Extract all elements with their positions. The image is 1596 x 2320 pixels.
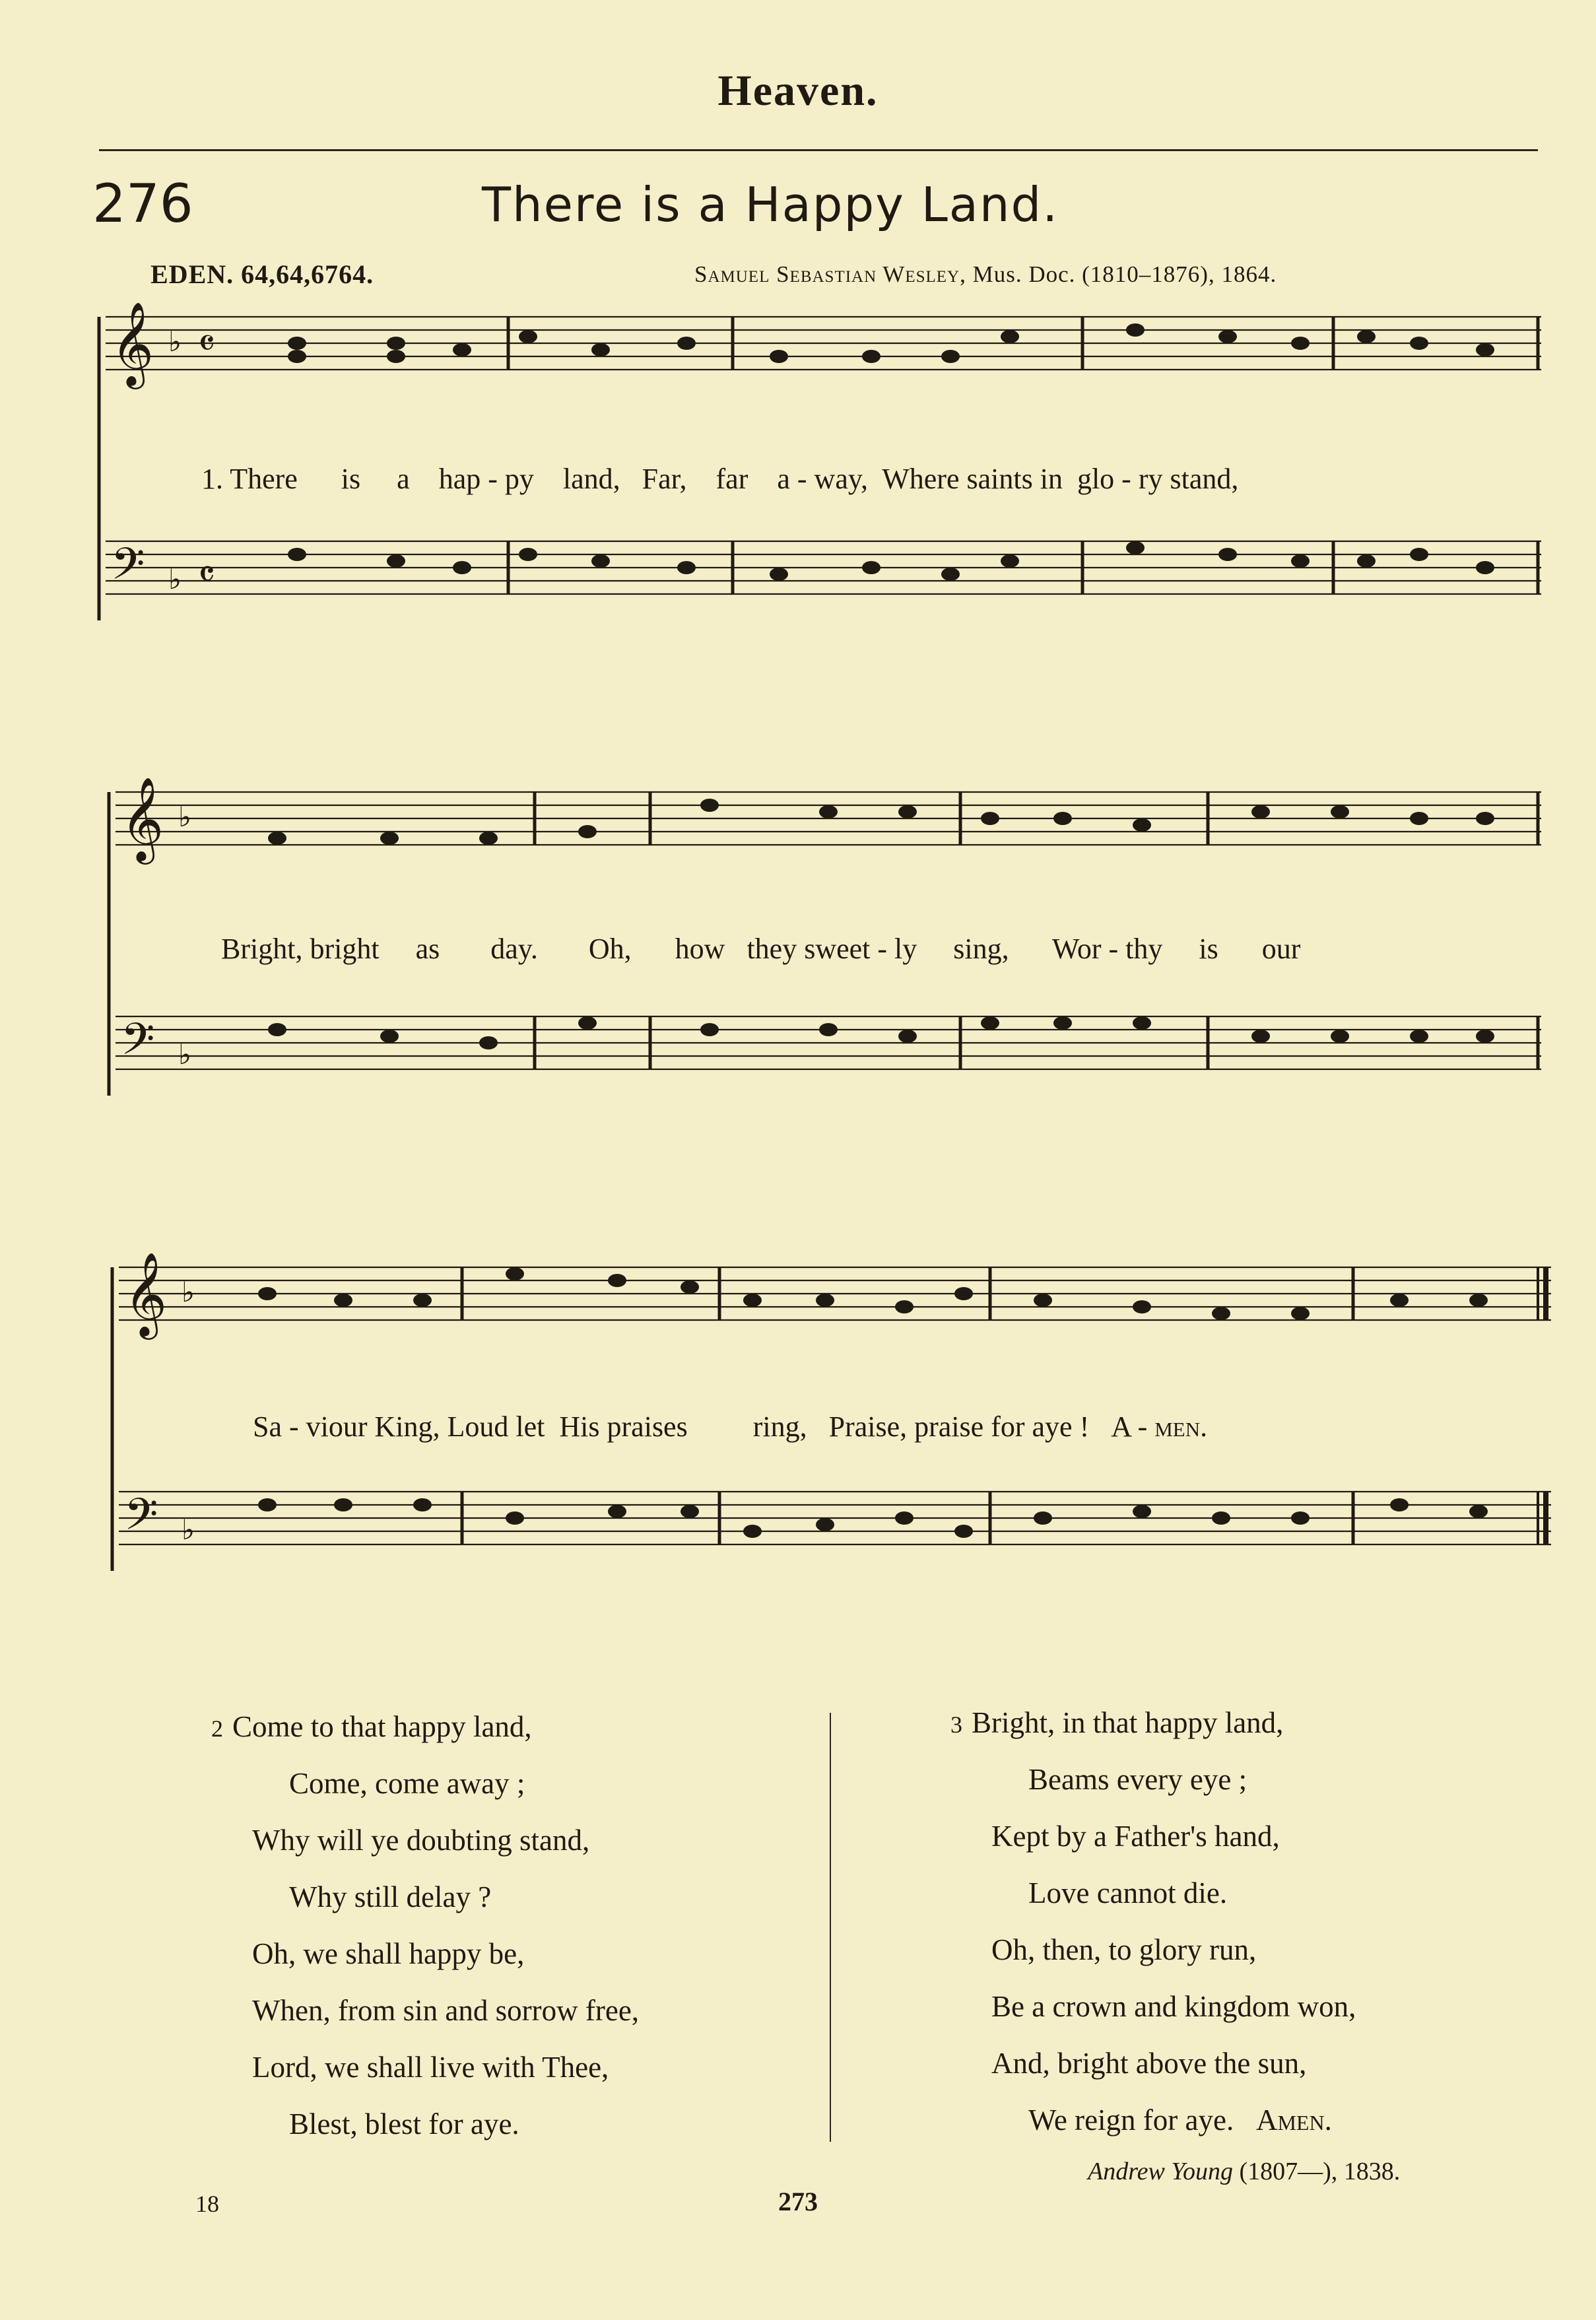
tune-line — [150, 259, 374, 290]
composer-line — [694, 261, 1277, 288]
composer-details: Mus. Doc. (1810–1876), 1864. — [972, 261, 1277, 287]
lyrics-line-2 — [221, 932, 1541, 966]
lyric-syllable: is — [1199, 933, 1218, 965]
svg-text:𝄞: 𝄞 — [111, 301, 154, 385]
lyric-syllable: Far, — [642, 463, 687, 495]
svg-text:𝄴: 𝄴 — [198, 552, 215, 597]
lyric-syllable: for — [991, 1410, 1025, 1443]
lyric-syllable: our — [1261, 933, 1301, 965]
lyric-syllable: land, — [562, 463, 620, 495]
tune-name: EDEN. — [150, 259, 234, 289]
svg-text:𝄢: 𝄢 — [121, 1014, 155, 1075]
verse-line: And, bright above the sun, — [991, 2047, 1307, 2080]
verse-line: We reign for aye. Amen. — [1028, 2104, 1332, 2137]
svg-text:♭: ♭ — [178, 1038, 191, 1071]
verse-number: 2 — [211, 1715, 223, 1742]
verse-line: Be a crown and kingdom won, — [991, 1990, 1356, 2023]
verse-line: Why will ye doubting stand, — [252, 1824, 590, 1857]
svg-text:𝄴: 𝄴 — [198, 321, 215, 366]
author-line — [1088, 2157, 1400, 2186]
lyric-syllable: sing, — [953, 933, 1009, 965]
running-head: Heaven. — [717, 67, 879, 115]
lyric-syllable: as — [415, 933, 440, 965]
lyric-syllable: Wor - thy — [1051, 933, 1163, 965]
verse-line: 2 Come to that happy land, — [211, 1710, 532, 1743]
lyric-syllable: Sa - viour — [253, 1410, 368, 1443]
lyric-syllable: a - way, — [777, 463, 869, 495]
lyric-syllable: ring, — [752, 1410, 807, 1443]
verse-line: Why still delay ? — [289, 1880, 492, 1913]
hymn-title: There is a Happy Land. — [482, 177, 1059, 232]
verse-line: 3 Bright, in that happy land, — [950, 1706, 1284, 1739]
lyric-syllable: they — [747, 933, 797, 965]
verse-line: Love cannot die. — [1028, 1876, 1228, 1909]
lyric-syllable: His — [559, 1410, 600, 1443]
lyric-syllable: aye ! — [1032, 1410, 1090, 1443]
verse-line: Come, come away ; — [289, 1767, 525, 1800]
lyric-syllable: Loud — [447, 1410, 509, 1443]
svg-text:♭: ♭ — [182, 1513, 195, 1546]
svg-text:𝄞: 𝄞 — [121, 776, 164, 861]
lyrics-line-3 — [253, 1410, 1546, 1443]
svg-text:𝄢: 𝄢 — [124, 1489, 158, 1550]
lyric-syllable: Bright, — [221, 933, 303, 965]
tune-meter: 64,64,6764. — [241, 259, 374, 289]
verse-line: Blest, blest for aye. — [289, 2107, 519, 2140]
lyric-syllable: sweet - ly — [804, 933, 917, 965]
lyric-syllable: hap - py — [438, 463, 534, 495]
lyric-syllable: Where — [882, 463, 960, 495]
lyric-syllable: a — [397, 463, 410, 495]
lyric-syllable: A - men. — [1111, 1410, 1208, 1443]
lyric-syllable: let — [515, 1410, 545, 1443]
verse-line: Oh, we shall happy be, — [252, 1937, 525, 1970]
svg-text:♭: ♭ — [182, 1276, 195, 1308]
composer-name: Samuel Sebastian Wesley, — [694, 261, 966, 287]
lyric-syllable: King, — [374, 1410, 440, 1443]
svg-text:𝄞: 𝄞 — [124, 1251, 168, 1336]
amen: Amen. — [1255, 2104, 1332, 2137]
page-number: 273 — [778, 2187, 818, 2216]
lyric-syllable: Oh, — [588, 933, 632, 965]
verse-line: When, from sin and sorrow free, — [252, 1994, 640, 2027]
svg-text:𝄢: 𝄢 — [111, 539, 145, 600]
lyrics-line-1 — [201, 462, 1554, 496]
lyric-syllable: far — [715, 463, 748, 495]
verse-line: Lord, we shall live with Thee, — [252, 2051, 609, 2084]
lyric-syllable: how — [675, 933, 725, 965]
lyric-syllable: day. — [490, 933, 538, 965]
author-dates: (1807—), 1838. — [1239, 2158, 1401, 2185]
lyric-syllable: praises — [607, 1410, 688, 1443]
verse-line: Kept by a Father's hand, — [991, 1820, 1280, 1853]
lyric-syllable: is — [341, 463, 361, 495]
signature-mark: 18 — [195, 2191, 219, 2217]
hymn-number: 276 — [92, 173, 193, 234]
verse-line: Beams every eye ; — [1028, 1763, 1247, 1796]
header-rule — [99, 149, 1538, 151]
svg-text:♭: ♭ — [178, 801, 191, 833]
lyric-syllable: Praise, — [828, 1410, 908, 1443]
lyric-syllable: 1. There — [201, 463, 298, 495]
verse-line: Oh, then, to glory run, — [991, 1933, 1257, 1966]
lyric-syllable: bright — [310, 933, 380, 965]
svg-text:♭: ♭ — [168, 325, 182, 358]
lyric-syllable: saints — [966, 463, 1033, 495]
lyric-syllable: glo - ry — [1077, 463, 1163, 495]
verse-divider — [830, 1713, 831, 2142]
lyric-syllable: stand, — [1170, 463, 1239, 495]
lyric-syllable: in — [1040, 463, 1063, 495]
lyric-syllable: praise — [914, 1410, 984, 1443]
svg-text:♭: ♭ — [168, 563, 182, 595]
author-name: Andrew Young — [1088, 2158, 1233, 2185]
verse-number: 3 — [950, 1711, 962, 1738]
